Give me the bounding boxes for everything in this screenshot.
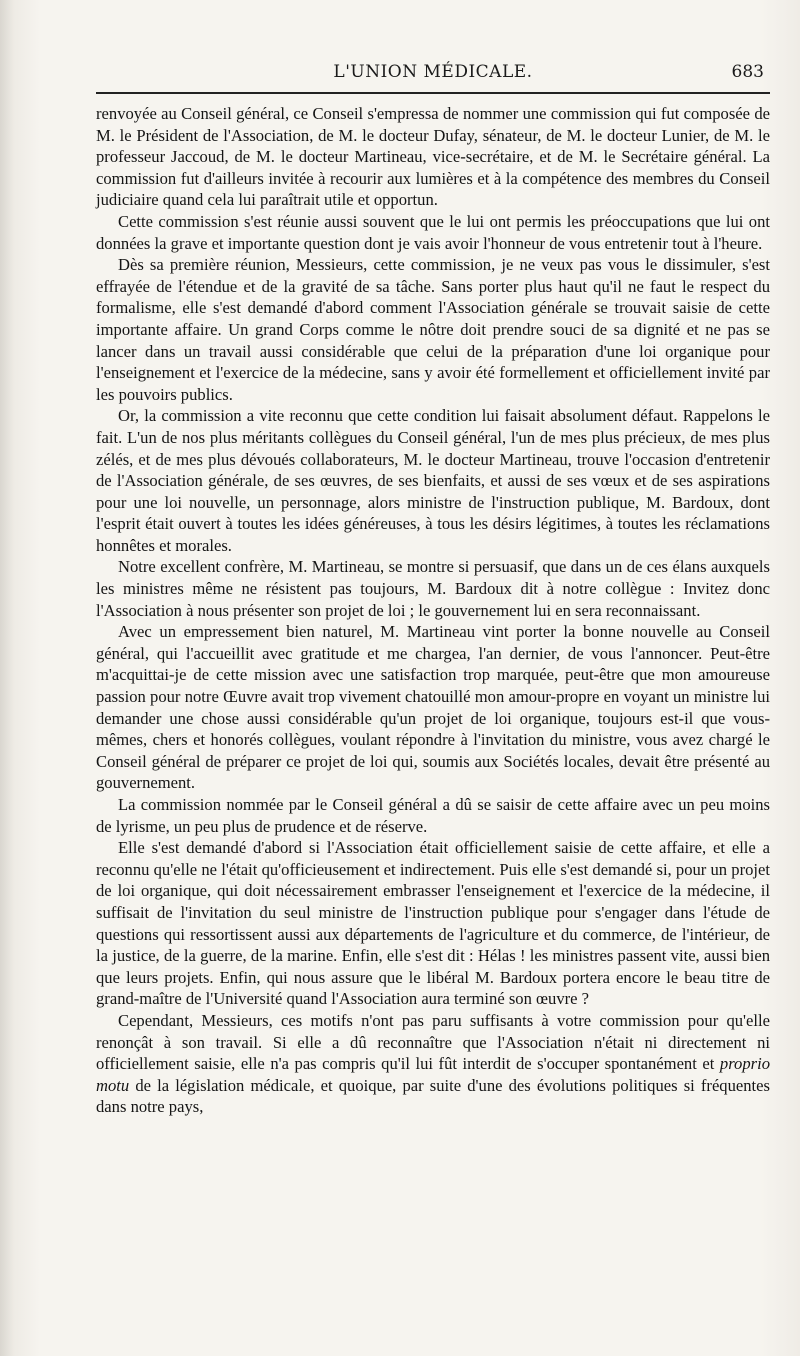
paragraph-8: Elle s'est demandé d'abord si l'Association était officiellement saisie de cette affaire, et elle a reconnu qu'elle ne l'était qu'officieusement et indirectement. Puis elle s'est demandé si, pour un projet de loi organique, qui doit nécessairement embrasser l'enseignement et l'exercice de la médecine, il suffisait de l'invitation du seul ministre de l'instruction publique pour s'engager dans l'étude de questions qui ressortissent aussi aux départements de l'agriculture et du commerce, de l'intérieur, de la justice, de la guerre, de la marine. Enfin, elle s'est dit : Hélas ! les ministres passent vite, aussi bien que leurs projets. Enfin, qui nous assure que le libéral M. Bardoux portera encore le beau titre de grand-maître de l'Université quand l'Association aura terminé son œuvre ? [96, 838, 770, 1009]
page-number: 683 [731, 62, 764, 82]
header-rule [96, 92, 770, 94]
page-header [96, 62, 770, 86]
latin-phrase: proprio motu [96, 1054, 770, 1095]
paragraph-4: Or, la commission a vite reconnu que cette condition lui faisait absolument défaut. Rappelons le fait. L'un de nos plus méritants collègues du Conseil général, l'un de mes plus précieux, de mes plus zélés, et de mes plus dévoués collaborateurs, M. le docteur Martineau, trouve l'occasion d'entretenir de l'Association générale, de ses œuvres, de ses bienfaits, et aussi de ses vœux et de ses aspirations pour une loi nouvelle, un personnage, alors ministre de l'instruction publique, M. Bardoux, dont l'esprit était ouvert à toutes les idées généreuses, à tous les désirs légitimes, à toutes les réclamations honnêtes et morales. [96, 406, 770, 555]
paragraph-5: Notre excellent confrère, M. Martineau, se montre si persuasif, que dans un de ces élans auxquels les ministres même ne résistent pas toujours, M. Bardoux dit à notre collègue : Invitez donc l'Association à nous présenter son projet de loi ; le gouvernement lui en sera reconnaissant. [96, 557, 770, 620]
paragraph-9 [96, 1010, 770, 1118]
paragraph-7: La commission nommée par le Conseil général a dû se saisir de cette affaire avec un peu moins de lyrisme, un peu plus de prudence et de réserve. [96, 795, 770, 836]
paragraph-9-part-1: Cependant, Messieurs, ces motifs n'ont pas paru suffisants à votre commission pour qu'elle renonçât à son travail. Si elle a dû reconnaître que l'Association n'était ni directement ni officiellement saisie, elle n'a pas compris qu'il lui fût interdit de s'occuper spontanément et [96, 1010, 770, 1074]
running-title: L'UNION MÉDICALE. [333, 62, 533, 82]
body-text [96, 103, 770, 1118]
paragraph-6: Avec un empressement bien naturel, M. Martineau vint porter la bonne nouvelle au Conseil général, qui l'accueillit avec gratitude et me chargea, l'an dernier, de vous l'annoncer. Peut-être m'acquittai-je de cette mission avec une satisfaction trop marquée, peut-être que mon amoureuse passion pour notre Œuvre avait trop vivement chatouillé mon amour-propre en voyant un ministre lui demander une chose aussi considérable qu'un projet de loi organique, toujours est-il que vous-mêmes, chers et honorés collègues, voulant répondre à l'invitation du ministre, vous avez chargé le Conseil général de préparer ce projet de loi qui, soumis aux Sociétés locales, devait être présenté au gouvernement. [96, 622, 770, 793]
paragraph-1: renvoyée au Conseil général, ce Conseil s'empressa de nommer une commission qui fut composée de M. le Président de l'Association, de M. le docteur Dufay, sénateur, de M. le docteur Lunier, de M. le professeur Jaccoud, de M. le docteur Martineau, vice-secrétaire, et de M. le Secrétaire général. La commission fut d'ailleurs invitée à recourir aux lumières et à la compétence des membres du Conseil judiciaire quand cela lui paraîtrait utile et opportun. [96, 104, 770, 210]
paragraph-9-part-2: de la législation médicale, et quoique, par suite d'une des évolutions politiques si fréquentes dans notre pays, [96, 1075, 770, 1117]
paragraph-2: Cette commission s'est réunie aussi souvent que le lui ont permis les préoccupations que lui ont données la grave et importante question dont je vais avoir l'honneur de vous entretenir tout à l'heure. [96, 211, 770, 253]
paragraph-3: Dès sa première réunion, Messieurs, cette commission, je ne veux pas vous le dissimuler, s'est effrayée de l'étendue et de la gravité de sa tâche. Sans porter plus haut qu'il ne faut le respect du formalisme, elle s'est demandé d'abord comment l'Association générale se trouvait saisie de cette importante affaire. Un grand Corps comme le nôtre doit prendre souci de sa dignité et ne pas se lancer dans un travail aussi considérable que celui de la préparation d'une loi organique pour l'enseignement et l'exercice de la médecine, sans y avoir été formellement et officiellement invité par les pouvoirs publics. [96, 255, 770, 404]
